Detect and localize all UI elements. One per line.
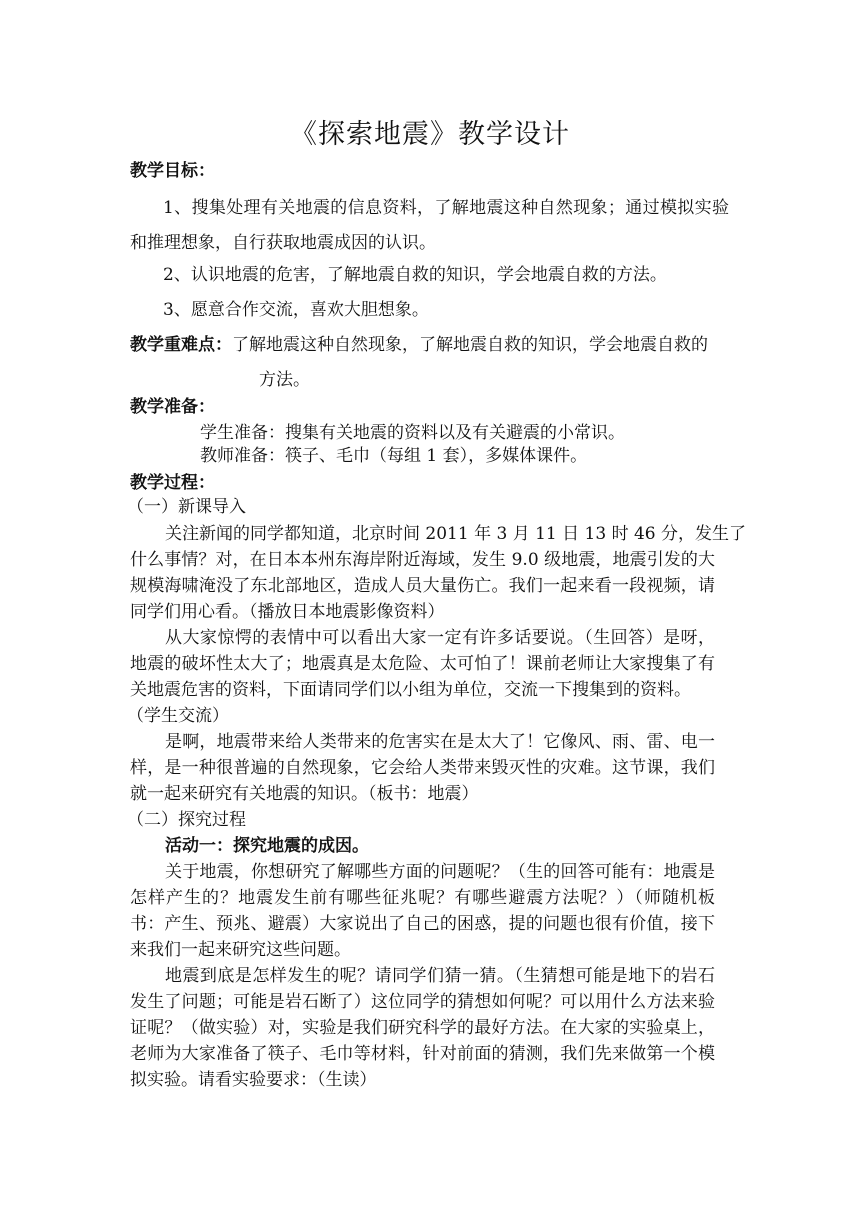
para-2-line-3: 关地震危害的资料，下面请同学们以小组为单位，交流一下搜集到的资料。 bbox=[130, 680, 691, 700]
para-5-line-3: 证呢？（做实验）对，实验是我们研究科学的最好方法。在大家的实验桌上， bbox=[130, 1018, 715, 1038]
para-5-line-2: 发生了问题；可能是岩石断了）这位同学的猜想如何呢？可以用什么方法来验 bbox=[130, 992, 715, 1012]
para-3-line-1: 是啊，地震带来给人类带来的危害实在是太大了！它像风、雨、雷、电一 bbox=[165, 732, 715, 752]
section-1-heading: （一）新课导入 bbox=[127, 497, 246, 517]
objective-1-line-2: 和推理想象，自行获取地震成因的认识。 bbox=[130, 233, 436, 253]
key-points bbox=[130, 334, 708, 356]
key-points-line-2: 方法。 bbox=[259, 370, 310, 390]
para-1-line-3: 规模海啸淹没了东北部地区，造成人员大量伤亡。我们一起来看一段视频，请 bbox=[130, 576, 715, 596]
process-heading: 教学过程： bbox=[130, 473, 215, 493]
objective-1-line-1: 1、搜集处理有关地震的信息资料，了解地震这种自然现象；通过模拟实验 bbox=[163, 198, 729, 218]
para-4-line-1: 关于地震，你想研究了解哪些方面的问题呢？（生的回答可能有：地震是 bbox=[165, 862, 715, 882]
student-preparation: 学生准备：搜集有关地震的资料以及有关避震的小常识。 bbox=[200, 423, 625, 443]
para-4-line-3: 书：产生、预兆、避震）大家说出了自己的困惑，提的问题也很有价值，接下 bbox=[130, 914, 715, 934]
para-5-line-5: 拟实验。请看实验要求：（生读） bbox=[130, 1070, 377, 1090]
objective-2: 2、认识地震的危害，了解地震自救的知识，学会地震自救的方法。 bbox=[163, 265, 667, 285]
para-4-line-2: 怎样产生的？地震发生前有哪些征兆呢？有哪些避震方法呢？）（师随机板 bbox=[130, 888, 715, 908]
objectives-heading: 教学目标： bbox=[130, 161, 215, 181]
key-points-line-1: 了解地震这种自然现象，了解地震自救的知识，学会地震自救的 bbox=[232, 335, 708, 355]
para-1-line-1: 关注新闻的同学都知道，北京时间 2011 年 3 月 11 日 13 时 46 分，发生了 bbox=[165, 524, 747, 544]
section-2-heading: （二）探究过程 bbox=[127, 810, 246, 830]
key-points-heading: 教学重难点： bbox=[130, 335, 232, 355]
para-3-line-2: 样，是一种很普遍的自然现象，它会给人类带来毁灭性的灾难。这节课，我们 bbox=[130, 758, 715, 778]
para-1-line-2: 什么事情？对，在日本本州东海岸附近海域，发生 9.0 级地震，地震引发的大 bbox=[130, 550, 715, 570]
para-4-line-4: 来我们一起来研究这些问题。 bbox=[130, 940, 351, 960]
objective-3: 3、愿意合作交流，喜欢大胆想象。 bbox=[163, 300, 429, 320]
document-title: 《探索地震》教学设计 bbox=[290, 119, 570, 150]
preparation-heading: 教学准备： bbox=[130, 397, 215, 417]
para-2-line-4: （学生交流） bbox=[127, 706, 229, 726]
teacher-preparation: 教师准备：筷子、毛巾（每组 1 套），多媒体课件。 bbox=[200, 446, 588, 466]
para-2-line-2: 地震的破坏性太大了；地震真是太危险、太可怕了！课前老师让大家搜集了有 bbox=[130, 654, 715, 674]
para-2-line-1: 从大家惊愕的表情中可以看出大家一定有许多话要说。（生回答）是呀， bbox=[165, 628, 715, 648]
activity-1-heading: 活动一：探究地震的成因。 bbox=[165, 836, 369, 856]
para-5-line-4: 老师为大家准备了筷子、毛巾等材料，针对前面的猜测，我们先来做第一个模 bbox=[130, 1044, 715, 1064]
para-3-line-3: 就一起来研究有关地震的知识。（板书：地震） bbox=[130, 784, 479, 804]
para-5-line-1: 地震到底是怎样发生的呢？请同学们猜一猜。（生猜想可能是地下的岩石 bbox=[165, 966, 715, 986]
para-1-line-4: 同学们用心看。（播放日本地震影像资料） bbox=[130, 602, 445, 622]
